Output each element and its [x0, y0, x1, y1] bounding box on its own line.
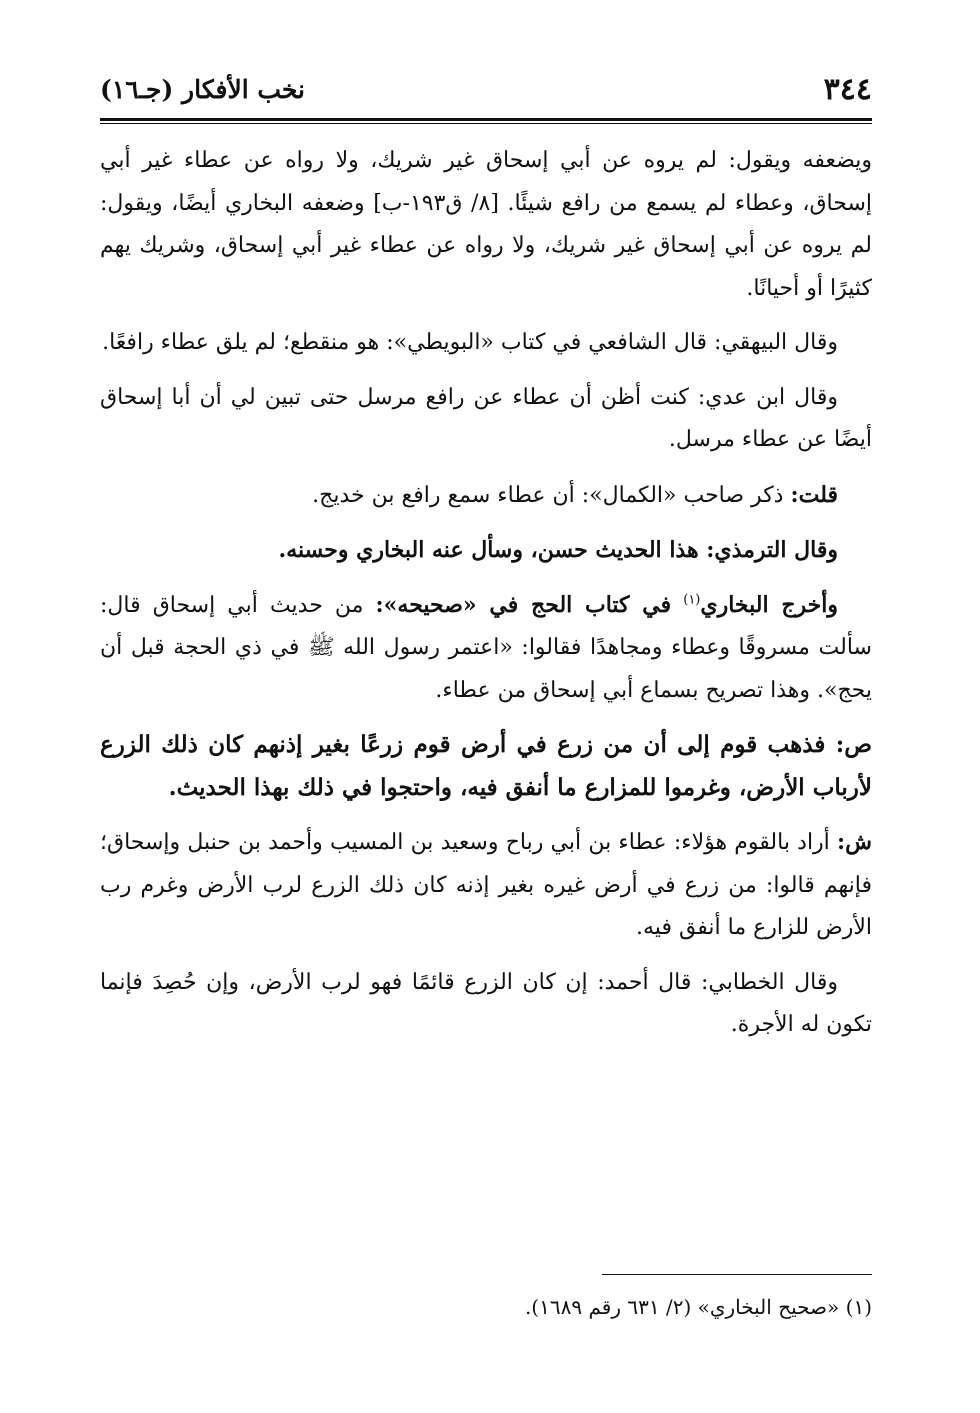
- header-rule: [100, 118, 872, 124]
- paragraph-8-text: أراد بالقوم هؤلاء: عطاء بن أبي رباح وسعيد بن المسيب وأحمد بن حنبل وإسحاق؛ فإنهم قالوا: من زرع في أرض غيره بغير إذنه كان ذلك الزرع لرب الأرض وغرم رب الأرض للزارع ما أنفق فيه.: [100, 830, 872, 940]
- paragraph-6-lead: وأخرج البخاري: [700, 591, 839, 618]
- paragraph-7: [100, 724, 872, 809]
- paragraph-2: وقال البيهقي: قال الشافعي في كتاب «البويطي»: هو منقطع؛ لم يلق عطاء رافعًا.: [102, 330, 838, 355]
- paragraph-7-text: فذهب قوم إلى أن من زرع في أرض قوم زرعًا بغير إذنهم كان ذلك الزرع لأرباب الأرض، وغرموا للمزارع ما أنفق فيه، واحتجوا في ذلك بهذا الحديث.: [100, 731, 872, 801]
- footnote: (١) «صحيح البخاري» (٢/ ٦٣١ رقم ١٦٨٩).: [524, 1295, 872, 1319]
- paragraph-6-text: من حديث أبي إسحاق قال: سألت مسروقًا وعطاء ومجاهدًا فقالوا: «اعتمر رسول الله ﷺ في ذي الحجة قبل أن يحج». وهذا تصريح بسماع أبي إسحاق من عطاء.: [100, 592, 872, 703]
- main-text: [100, 140, 872, 1059]
- sad-label: ص:: [835, 731, 872, 758]
- qult-label: قلت:: [790, 481, 838, 508]
- page-number: ٣٤٤: [823, 72, 872, 107]
- running-title: نخب الأفكار (جـ١٦): [100, 75, 306, 104]
- paragraph-4: [100, 474, 872, 518]
- paragraph-1: ويضعفه ويقول: لم يروه عن أبي إسحاق غير شريك، ولا رواه عن عطاء غير أبي إسحاق، وعطاء لم يسمع من رافع شيئًا. [٨/ ق١٩٣-ب] وضعفه البخاري أيضًا، ويقول: لم يروه عن أبي إسحاق غير شريك، ولا رواه عن عطاء غير أبي إسحاق، وشريك يهم كثيرًا أو أحيانًا.: [100, 148, 872, 301]
- paragraph-3: وقال ابن عدي: كنت أظن أن عطاء عن رافع مرسل حتى تبين لي أن أبا إسحاق أيضًا عن عطاء مرسل.: [100, 384, 872, 452]
- paragraph-9: وقال الخطابي: قال أحمد: إن كان الزرع قائمًا فهو لرب الأرض، وإن حُصِدَ فإنما تكون له الأجرة.: [100, 969, 872, 1037]
- footnote-reference[interactable]: (١): [683, 592, 701, 608]
- footnote-rule: [602, 1274, 872, 1275]
- paragraph-6: [100, 584, 872, 713]
- page-header: [100, 70, 872, 112]
- paragraph-8: [100, 821, 872, 950]
- shin-label: ش:: [837, 829, 872, 855]
- paragraph-6-bold: في كتاب الحج في «صحيحه»:: [375, 591, 672, 618]
- paragraph-5: وقال الترمذي: هذا الحديث حسن، وسأل عنه البخاري وحسنه.: [278, 537, 838, 563]
- paragraph-4-text: ذكر صاحب «الكمال»: أن عطاء سمع رافع بن خديج.: [312, 482, 784, 508]
